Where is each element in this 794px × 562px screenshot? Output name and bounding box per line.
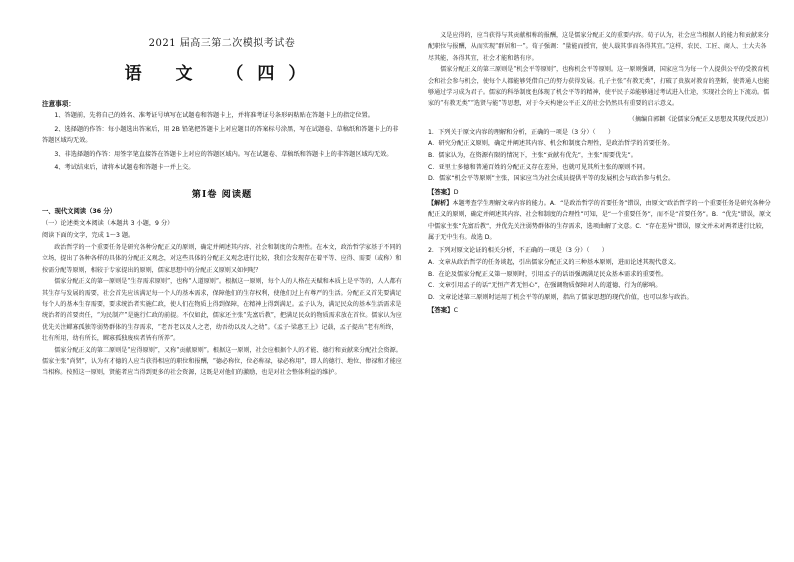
passage-right [428,30,772,110]
passage-source: （摘编自郭颖《论儒家分配正义思想及其现代反思》） [628,115,772,123]
question-1 [428,127,772,244]
explanation [428,198,772,244]
option-b: B．在论及儒家分配正义第一原则时，引用孟子的话语强调满足民众基本需求的重要性。 [428,270,668,278]
question-stem: 1．下列关于原文内容的理解和分析，正确的一项是（3 分）（ ） [428,128,615,136]
passage-paragraph: 儒家分配正义的第三原则是“机会平等原则”，也称机会平等原则。这一原则强调，国家应当为每一个人提供公平的受教育机会和社会参与机会，使每个人都能够凭借自己的努力获得发展。孔子主张“有教无类”，打破了贵族对教育的垄断，使普通人也能够通过学习成为君子。儒家的科举制度也体现了机会平等的精神，使平民子弟能够通过考试进入仕途，实现社会的上下流动。儒家的“有教无类”“选贤与能”等思想，对于今天构建公平正义的社会仍然具有重要的启示意义。 [428,66,770,108]
passage-paragraph: 儒家分配正义的第二原则是“应得原则”，又称“贡献原则”。根据这一原则，社会应根据个人的才能、德行和贡献来分配社会资源。儒家主张“尚贤”，认为有才德的人应当获得相应的职位和报酬，“德必称位，位必称禄，禄必称用”，即人的德行、地位、俸禄和才能应当相称。按照这一原则，贤能者应当得到更多的社会资源，这既是对他们的激励，也是对社会整体利益的维护。 [42,346,402,377]
note-item: 3、非选择题的作答：用签字笔直接答在答题卡上对应的答题区域内。写在试题卷、草稿纸和答题卡上的非答题区域均无效。 [54,150,393,158]
subject-title: 语 文 （四） [124,64,320,84]
note-item: 4、考试结束后，请将本试题卷和答题卡一并上交。 [54,164,195,172]
option-c: C．文章引用孟子的话“无恒产者无恒心”，在强调物质保障对人的道德、行为的影响。 [428,282,662,290]
explanation-text: 本题考查学生理解文章内容的能力。A．“是政治哲学的首要任务”错误，由原文“政治哲学的一个重要任务是研究各种分配正义的原则，确定并阐述其内容、社会和制度的合理性”可知，是“一个重要任务”，而不是“首要任务”。B．“优先”错误，原文中儒家主张“先富后教”，并优先关注弱势群体的生存需求，选项曲解了文意。C．“存在差异”错误，原文并未对两者进行比较，属于无中生有。故选 D。 [428,199,772,242]
passage-paragraph: 儒家分配正义的第一原则是“生存需求原则”，也称“人道原则”。根据这一原则，每个人的人格在天赋和本质上是平等的，人人都有其生存与发展的需要，社会首先应该满足每一个人的基本需求，保障他们的生存权利，使他们过上有尊严的生活。分配正义首先要满足每个人的基本生存需要，要求统治者实施仁政，使人们在物质上得到保障，在精神上得到满足。孟子认为，满足民众的基本生活需求是统治者的首要责任，“为民制产”是施行仁政的前提。不仅如此，儒家还主张“先富后教”，把满足民众的物质需求放在首位。儒家认为应优先关注鳏寡孤独等弱势群体的生存需求，“老吾老以及人之老，幼吾幼以及人之幼”。《孟子·梁惠王上》记载，孟子提出“老有所终，壮有所用，幼有所长，鳏寡孤独废疾者皆有所养”。 [42,278,402,343]
answer-value: D [453,187,459,196]
instruction: 阅读下面的文字，完成 1～3 题。 [42,231,135,239]
option-c: C．亚里士多德和普通百姓的分配正义存在差异，也就可见其所主张的原则不同。 [428,163,649,171]
left-column [42,0,402,562]
answer-line [428,305,772,314]
answer-label: 【答案】 [428,306,454,315]
note-item: 1、答题前，先将自己的姓名、准考证号填写在试题卷和答题卡上，并将准考证号条形码粘贴在答题卡上的指定位置。 [54,112,374,119]
option-b: B．儒家认为，在资源有限的情况下，主张“贡献有优先”，主张“需要优先”。 [428,152,637,160]
exam-title: 2021 届高三第二次模拟考试卷 [148,38,296,49]
option-a: A．文章从政治哲学的任务谈起，引出儒家分配正义的三种基本原则，进而论述其现代意义。 [428,259,680,267]
note-item: 2、选择题的作答：每小题选出答案后，用 2B 铅笔把答题卡上对应题目的答案标号涂黑，写在试题卷、草稿纸和答题卡上的非答题区域均无效。 [42,125,399,145]
option-d: D．文章论述第三原则时运用了机会平等的原则，指出了儒家思想的现代价值，也可以参与政治。 [428,293,693,301]
passage-paragraph: 政治哲学的一个重要任务是研究各种分配正义的原则，确定并阐述其内容、社会和制度的合理性。在本文，政治哲学家基于不同的立场，提出了各种各样的具体的分配正义观念，对这些具体的分配正义观念进行比较，我们会发现存在着平等、应得、需要（或称）和按需分配等原则，相较于专家提出的原则，儒家思想中的分配正义原则又如何呢？ [42,243,402,274]
option-a: A．研究分配正义原则，确定并阐述其内容、机会和制度合理性，是政治哲学的首要任务。 [428,140,674,148]
answer-line [428,187,772,196]
question-2 [428,245,772,314]
subpart-heading: （一）论述类文本阅读（本题共 3 小题，9 分） [42,219,174,227]
section-title: 第Ⅰ卷 阅读题 [191,188,253,200]
part-heading: 一、现代文阅读（36 分） [42,207,116,215]
option-d: D．儒家“机会平等原则”主张，国家应当为社会成员提供平等的发展机会与政治参与机会。 [428,175,675,183]
answer-label: 【答案】 [428,187,454,196]
right-column [428,0,772,562]
question-stem: 2．下列对原文论证的相关分析，不正确的一项是（3 分）（ ） [428,247,608,255]
answer-value: C [453,306,459,315]
passage-left [42,242,402,379]
passage-paragraph: 义是应得的，应当获得与其贡献相称的报酬，这是儒家分配正义的重要内容。荀子认为，社会应当根据人的能力和贡献来分配职位与报酬，从而实现“群居和一”。荀子强调：“量能而授官，使人载其事而各得其宜。”这样，农民、工匠、商人、士大夫各尽其能，各得其宜，社会才能和谐有序。 [428,32,770,62]
explanation-label: 【解析】 [428,199,453,207]
notes-title: 注意事项： [42,100,75,108]
